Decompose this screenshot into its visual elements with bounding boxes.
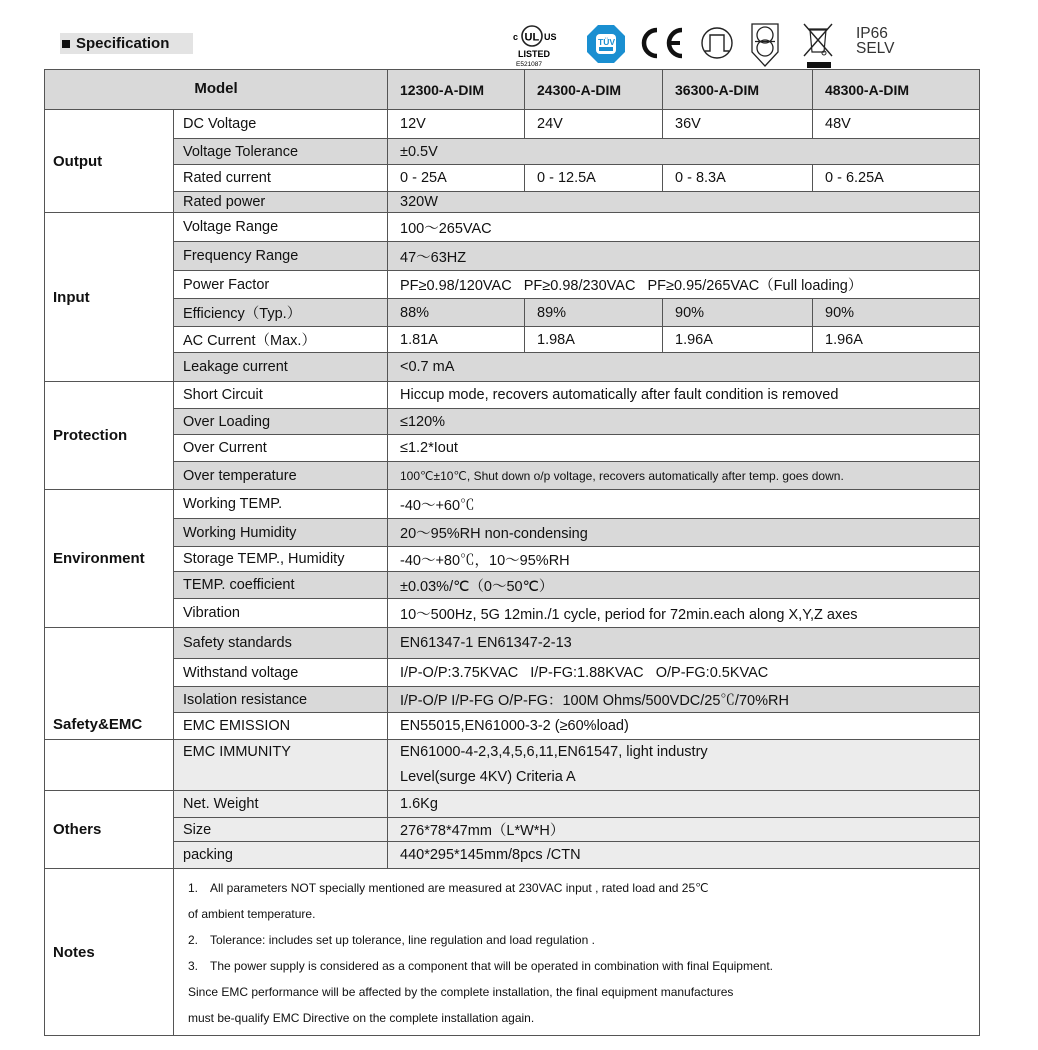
value-cell: 0 - 12.5A bbox=[525, 165, 663, 192]
param-label: Working Humidity bbox=[174, 519, 388, 547]
ip66-text: IP66 bbox=[856, 25, 888, 42]
table-row bbox=[45, 818, 980, 842]
tuv-sud-icon bbox=[586, 24, 626, 64]
value-cell: EN61347-1 EN61347-2-13 bbox=[388, 628, 980, 659]
value-cell: 1.98A bbox=[525, 327, 663, 353]
value-cell: 320W bbox=[388, 192, 980, 213]
notes-content bbox=[174, 869, 980, 1036]
param-label: Withstand voltage bbox=[174, 659, 388, 687]
param-label: DC Voltage bbox=[174, 110, 388, 139]
value-cell: 100℃±10℃, Shut down o/p voltage, recovers automatically after temp. goes down. bbox=[388, 462, 980, 490]
param-label: Power Factor bbox=[174, 271, 388, 299]
value-cell: ±0.5V bbox=[388, 139, 980, 165]
ul-listed-icon bbox=[510, 22, 570, 70]
ul-listed-text: LISTED bbox=[518, 49, 551, 59]
table-row bbox=[45, 192, 980, 213]
ce-mark-icon bbox=[638, 25, 686, 61]
value-cell: ≤120% bbox=[388, 409, 980, 435]
param-label: TEMP. coefficient bbox=[174, 572, 388, 599]
value-cell: 20～95%RH non-condensing bbox=[388, 519, 980, 547]
param-label: Size bbox=[174, 818, 388, 842]
value-cell: ±0.03%/℃（0～50℃） bbox=[388, 572, 980, 599]
value-cell: 89% bbox=[525, 299, 663, 327]
value-cell: 276*78*47mm（L*W*H） bbox=[388, 818, 980, 842]
value-cell bbox=[388, 740, 980, 791]
section-title: Specification bbox=[60, 33, 193, 54]
table-row bbox=[45, 687, 980, 713]
param-label: Rated current bbox=[174, 165, 388, 192]
value-cell: 10～500Hz, 5G 12min./1 cycle, period for 72min.each along X,Y,Z axes bbox=[388, 599, 980, 628]
param-label: EMC EMISSION bbox=[174, 713, 388, 740]
table-row bbox=[45, 382, 980, 409]
table-row bbox=[45, 599, 980, 628]
table-row bbox=[45, 327, 980, 353]
value-cell: 24V bbox=[525, 110, 663, 139]
f-mark-icon bbox=[700, 26, 734, 60]
value-cell: ≤1.2*Iout bbox=[388, 435, 980, 462]
ul-file-number: E521087 bbox=[516, 61, 543, 68]
value-cell: 1.96A bbox=[813, 327, 980, 353]
value-cell: 1.6Kg bbox=[388, 791, 980, 818]
emc-immunity-line-2: Level(surge 4KV) Criteria A bbox=[400, 769, 576, 785]
ul-text: UL bbox=[524, 31, 540, 44]
model-header: Model bbox=[45, 70, 388, 110]
table-row bbox=[45, 435, 980, 462]
table-row bbox=[45, 165, 980, 192]
table-row bbox=[45, 869, 980, 1036]
param-label: Working TEMP. bbox=[174, 490, 388, 519]
ip-rating-label bbox=[856, 26, 916, 66]
table-row bbox=[45, 740, 980, 791]
table-row bbox=[45, 628, 980, 659]
table-row bbox=[45, 213, 980, 242]
note-continuation: Since EMC performance will be affected by the complete installation, the final equipment manufactures bbox=[188, 985, 734, 999]
param-label: Voltage Tolerance bbox=[174, 139, 388, 165]
param-label: Net. Weight bbox=[174, 791, 388, 818]
value-cell: 36V bbox=[663, 110, 813, 139]
param-label: AC Current（Max.） bbox=[174, 327, 388, 353]
param-label: Voltage Range bbox=[174, 213, 388, 242]
value-cell: 0 - 25A bbox=[388, 165, 525, 192]
value-cell: 0 - 8.3A bbox=[663, 165, 813, 192]
bullet-square-icon bbox=[62, 40, 70, 48]
value-cell: -40～+80℃，10～95%RH bbox=[388, 547, 980, 572]
ul-c-text: c bbox=[513, 32, 519, 42]
value-cell: I/P-O/P:3.75KVAC I/P-FG:1.88KVAC O/P-FG:0.5KVAC bbox=[388, 659, 980, 687]
group-protection: Protection bbox=[45, 382, 174, 490]
param-label: Over Loading bbox=[174, 409, 388, 435]
table-row bbox=[45, 299, 980, 327]
tuv-text: TÜV bbox=[598, 37, 615, 47]
value-cell: I/P-O/P I/P-FG O/P-FG：100M Ohms/500VDC/25℃/70%RH bbox=[388, 687, 980, 713]
note-continuation: of ambient temperature. bbox=[188, 907, 316, 921]
value-cell: 88% bbox=[388, 299, 525, 327]
group-others: Others bbox=[45, 791, 174, 869]
value-cell: 1.96A bbox=[663, 327, 813, 353]
param-label: Over temperature bbox=[174, 462, 388, 490]
table-row bbox=[45, 572, 980, 599]
value-cell: -40～+60℃ bbox=[388, 490, 980, 519]
model-col-1: 12300-A-DIM bbox=[388, 70, 525, 110]
param-label: Isolation resistance bbox=[174, 687, 388, 713]
note-item: 3. The power supply is considered as a component that will be operated in combination with final Equipment. bbox=[188, 959, 773, 973]
table-row bbox=[45, 110, 980, 139]
note-continuation: must be-qualify EMC Directive on the complete installation again. bbox=[188, 1011, 535, 1025]
specification-table bbox=[44, 69, 980, 1036]
group-empty bbox=[45, 740, 174, 791]
model-col-3: 36300-A-DIM bbox=[663, 70, 813, 110]
table-row bbox=[45, 791, 980, 818]
param-label: Efficiency（Typ.） bbox=[174, 299, 388, 327]
group-notes: Notes bbox=[45, 869, 174, 1036]
selv-text: SELV bbox=[856, 40, 895, 57]
safety-transformer-icon bbox=[750, 22, 780, 68]
table-row bbox=[45, 139, 980, 165]
group-input: Input bbox=[45, 213, 174, 382]
group-environment: Environment bbox=[45, 490, 174, 628]
value-cell: 100～265VAC bbox=[388, 213, 980, 242]
table-row bbox=[45, 490, 980, 519]
table-header-row bbox=[45, 70, 980, 110]
value-cell: 12V bbox=[388, 110, 525, 139]
value-cell: 48V bbox=[813, 110, 980, 139]
param-label: Leakage current bbox=[174, 353, 388, 382]
table-row bbox=[45, 242, 980, 271]
table-row bbox=[45, 713, 980, 740]
value-cell: 90% bbox=[813, 299, 980, 327]
group-output: Output bbox=[45, 110, 174, 213]
value-cell: PF≥0.98/120VAC PF≥0.98/230VAC PF≥0.95/265VAC（Full loading） bbox=[388, 271, 980, 299]
table-row bbox=[45, 842, 980, 869]
param-label: Rated power bbox=[174, 192, 388, 213]
value-cell: 0 - 6.25A bbox=[813, 165, 980, 192]
table-row bbox=[45, 547, 980, 572]
note-item: 2. Tolerance: includes set up tolerance, line regulation and load regulation . bbox=[188, 933, 595, 947]
param-label: Short Circuit bbox=[174, 382, 388, 409]
table-row bbox=[45, 409, 980, 435]
value-cell: Hiccup mode, recovers automatically after fault condition is removed bbox=[388, 382, 980, 409]
value-cell: 1.81A bbox=[388, 327, 525, 353]
emc-immunity-line-1: EN61000-4-2,3,4,5,6,11,EN61547, light industry bbox=[400, 744, 708, 760]
param-label: Frequency Range bbox=[174, 242, 388, 271]
model-col-2: 24300-A-DIM bbox=[525, 70, 663, 110]
value-cell: 90% bbox=[663, 299, 813, 327]
group-safety-emc: Safety&EMC bbox=[45, 628, 174, 740]
certification-marks bbox=[510, 22, 930, 70]
model-col-4: 48300-A-DIM bbox=[813, 70, 980, 110]
param-label: Safety standards bbox=[174, 628, 388, 659]
param-label: Vibration bbox=[174, 599, 388, 628]
table-row bbox=[45, 659, 980, 687]
note-item: 1. All parameters NOT specially mentioned are measured at 230VAC input , rated load and 25℃ bbox=[188, 881, 709, 895]
param-label: Over Current bbox=[174, 435, 388, 462]
value-cell: 440*295*145mm/8pcs /CTN bbox=[388, 842, 980, 869]
table-row bbox=[45, 353, 980, 382]
value-cell: <0.7 mA bbox=[388, 353, 980, 382]
param-label: Storage TEMP., Humidity bbox=[174, 547, 388, 572]
table-row bbox=[45, 462, 980, 490]
table-row bbox=[45, 271, 980, 299]
value-cell: EN55015,EN61000-3-2 (≥60%load) bbox=[388, 713, 980, 740]
param-label: packing bbox=[174, 842, 388, 869]
value-cell: 47～63HZ bbox=[388, 242, 980, 271]
ul-us-text: US bbox=[544, 32, 557, 42]
param-label: EMC IMMUNITY bbox=[174, 740, 388, 791]
table-row bbox=[45, 519, 980, 547]
weee-bin-icon bbox=[800, 22, 836, 70]
